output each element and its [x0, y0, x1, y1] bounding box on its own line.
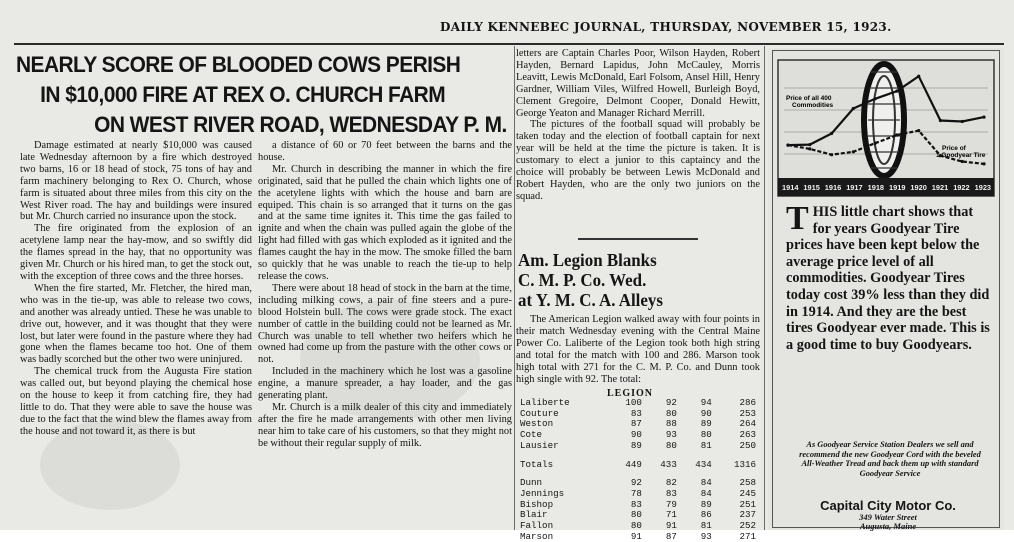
total-cell: 434 — [695, 458, 712, 470]
score-cell: 92 — [630, 477, 642, 489]
score-cell: 90 — [700, 407, 712, 419]
score-cell: 80 — [630, 520, 642, 532]
headline — [16, 50, 507, 146]
score-cell: 89 — [630, 439, 642, 451]
score-cell: 271 — [739, 530, 756, 542]
year-tick-label: 1914 — [782, 183, 799, 192]
tire-price-point — [961, 160, 964, 163]
score-row — [518, 441, 758, 452]
score-cell: 100 — [625, 397, 642, 408]
commodities-point — [917, 75, 920, 78]
totals-row — [518, 460, 758, 471]
year-tick-label: 1921 — [931, 183, 949, 192]
bowler-name: Weston — [520, 418, 554, 430]
score-cell: 263 — [739, 429, 756, 441]
score-cell: 251 — [739, 498, 756, 510]
score-cell: 93 — [665, 429, 677, 441]
headline-line: ON WEST RIVER ROAD, WEDNESDAY P. M. — [94, 112, 507, 137]
ad-body — [786, 200, 990, 353]
score-cell: 83 — [665, 487, 677, 499]
paper-stain — [300, 300, 480, 420]
address-line: 349 Water Street — [859, 512, 917, 522]
bowling-story — [516, 314, 760, 390]
score-cell: 86 — [700, 509, 712, 521]
paragraph: The fire originated from the explosion of an acetylene lamp near the hay-mow, and so swiftly did the flames spread in the hay, that no opportunity was given Mr. Church or his hired man, to get the stock out, with the exception of three cows and the three horses. — [20, 223, 252, 282]
tire-price-point — [786, 144, 789, 147]
commodities-point — [961, 120, 964, 123]
bowler-name: Marson — [520, 530, 554, 542]
price-chart — [776, 58, 996, 198]
paragraph: The pictures of the football squad will probably be taken today and the election of football captain for next year will be held at the time the picture is taken. It is customary to elect a junior to this captaincy and the choice will probably be between Lewis McDonald and Robert Hayden, who are the only two juniors on the squad. — [516, 119, 760, 202]
score-cell: 80 — [665, 439, 677, 451]
score-cell: 81 — [700, 520, 712, 532]
paragraph: Mr. Church in describing the manner in which the fire originated, said that he pulled the chain which lights one of the acetylene lights with which the house and barn are equiped. This chain is so arranged that it turns on the gas and at the same time ignites it. This time the gas failed to ignite and when the chain was pulled again the globe of the light had filled with gas which exploded as it ignited and the flames caught the hay in the mow. The smoke filled the barn so quickly that he was unable to reach the tie-up to help release the cows. — [258, 163, 512, 282]
football-story-continued — [516, 48, 760, 238]
tire-price-point — [874, 142, 877, 145]
bowler-name: Couture — [520, 407, 559, 419]
total-cell: 1316 — [733, 458, 756, 470]
score-cell: 83 — [630, 498, 642, 510]
paragraph: Damage estimated at nearly $10,000 was caused late Wednesday afternoon by a fire which destroyed two barns, 16 or 18 head of stock, 75 tons of hay and farm machinery belonging to Rex O. Church, whose farm is situated about three miles from this city on the West River road. The hay and buildings were insured but Mr. Church carried no insurance upon the stock. — [20, 140, 252, 223]
masthead-rule — [14, 43, 1004, 45]
tire-icon — [864, 64, 904, 176]
score-cell: 258 — [739, 477, 756, 489]
headline-line: IN $10,000 FIRE AT REX O. CHURCH FARM — [40, 82, 446, 107]
score-cell: 253 — [739, 407, 756, 419]
score-cell: 286 — [739, 397, 756, 408]
bowling-subhead — [518, 250, 747, 310]
paragraph: Included in the machinery which he lost was a gasoline engine, a manure spreader, a hay loader, and the gas generating plant. — [258, 366, 512, 402]
paragraph: The chemical truck from the Augusta Fire station was called out, but beyond playing the chemical hose on the house to keep it from catching fire, they had little to do. That they were able to save the house was due to the fact that the wind blew the flames away from the house and not toward it, as there is but — [20, 366, 252, 437]
column-rule — [764, 46, 765, 530]
tire-label: 1 Goodyear Tire — [936, 152, 986, 159]
score-cell: 87 — [665, 530, 677, 542]
paragraph: Mr. Church is a milk dealer of this city and immediately after the fire he made arrangements with other men living near him to take care of his customers, so that they might not be without their regular supply of milk. — [258, 401, 512, 449]
subhead-line: at Y. M. C. A. Alleys — [518, 290, 663, 310]
commodities-point — [830, 132, 833, 135]
paragraph: When the fire started, Mr. Fletcher, the hired man, who was in the tie-up, was able to release two cows, and another was already untied. These he was unable to drive out, however, and it was thought that they were lost, but later were found in the pasture where they had gone when the flames became too hot. One of them was badly scorched but the other two were uninjured. — [20, 282, 252, 366]
paragraph: There were about 18 head of stock in the barn at the time, including milking cows, a pair of fine steers and a pure-blood Holstein bull. The cows were grade stock. The exact number of cattle in the building could not be learned as Mr. Church was unable to tell whether two heifers which he owned had come up from the pasture with the other cows or not. — [258, 282, 512, 366]
score-cell: 84 — [700, 487, 712, 499]
subhead-line: Am. Legion Blanks — [518, 250, 657, 270]
score-cell: 78 — [630, 487, 642, 499]
bowling-score-table — [518, 398, 758, 542]
tire-price-point — [852, 150, 855, 153]
tire-price-point — [982, 162, 985, 165]
score-cell: 89 — [700, 418, 712, 430]
ad-small-print: As Goodyear Service Station Dealers we sell and recommend the new Goodyear Cord with the beveled All-Weather Tread and back them up with standard Goodyear Service — [799, 440, 981, 478]
score-cell: 84 — [700, 477, 712, 489]
commodities-point — [939, 119, 942, 122]
score-cell: 87 — [630, 418, 642, 430]
year-tick-label: 1916 — [824, 183, 842, 192]
year-tick-label: 1923 — [974, 183, 992, 192]
score-cell: 79 — [665, 498, 677, 510]
commodities-label: Price of all 400 — [786, 95, 832, 102]
bowler-name: Laliberte — [520, 397, 570, 408]
score-cell: 80 — [630, 509, 642, 521]
bowler-name: Bishop — [520, 498, 554, 510]
score-cell: 89 — [700, 498, 712, 510]
subhead-line: C. M. P. Co. Wed. — [518, 270, 647, 290]
score-cell: 250 — [739, 439, 756, 451]
commodities-point — [874, 97, 877, 100]
commodities-point — [852, 107, 855, 110]
commodities-point — [895, 90, 898, 93]
commodities-point — [808, 143, 811, 146]
score-cell: 94 — [700, 397, 712, 408]
tire-price-point — [917, 129, 920, 132]
address-line: Augusta, Maine — [859, 521, 917, 531]
bowler-name: Lausier — [520, 439, 559, 451]
tire-label: Price of — [942, 145, 966, 152]
commodities-label: Commodities — [792, 102, 834, 109]
column-rule — [514, 46, 515, 530]
tire-price-point — [830, 153, 833, 156]
total-cell: 433 — [660, 458, 677, 470]
score-cell: 82 — [665, 477, 677, 489]
score-cell: 264 — [739, 418, 756, 430]
bowler-name: Jennings — [520, 487, 565, 499]
drop-cap: T — [786, 200, 809, 237]
dealer-address — [782, 513, 994, 531]
commodities-point — [982, 116, 985, 119]
paper-stain — [40, 420, 180, 510]
tire-price-point — [895, 133, 898, 136]
score-cell: 80 — [665, 407, 677, 419]
paragraph: letters are Captain Charles Poor, Wilson Hayden, Robert Hayden, Bernard Lapidus, John McCauley, Morris Leavitt, Lewis McDonald, Earl Folsom, Ansel Hill, Henry Gardner, William Viles, Wilfred Howell, Burleigh Boyd, Clement Gregoire, Delmont Cooper, Donald Hewitt, George Yeaton and Manager Richard Merrill. — [516, 48, 760, 119]
totals-label: Totals — [520, 458, 554, 470]
dealer-name: Capital City Motor Co. — [820, 498, 956, 513]
tire-price-point — [808, 147, 811, 150]
year-tick-label: 1919 — [889, 183, 906, 192]
masthead: DAILY KENNEBEC JOURNAL, THURSDAY, NOVEMBER 15, 1923. — [440, 20, 892, 34]
headline-line: NEARLY SCORE OF BLOODED COWS PERISH — [16, 52, 461, 77]
paragraph: The American Legion walked away with four points in their match Wednesday evening with the Central Maine Power Co. Laliberte of the Legion took both high string and total for the match with 100 and 286. Marson took high total with 271 for the C. M. P. Co. and Dunn took high single with 92. The total: — [516, 314, 760, 385]
score-row — [518, 532, 758, 542]
score-cell: 92 — [665, 397, 677, 408]
bowler-name: Cote — [520, 429, 543, 441]
score-cell: 81 — [700, 439, 712, 451]
score-cell: 83 — [630, 407, 642, 419]
score-cell: 71 — [665, 509, 677, 521]
score-cell: 252 — [739, 520, 756, 532]
year-tick-label: 1917 — [846, 183, 863, 192]
year-tick-label: 1915 — [803, 183, 820, 192]
score-cell: 237 — [739, 509, 756, 521]
year-tick-label: 1922 — [953, 183, 970, 192]
section-divider — [578, 238, 698, 240]
year-tick-label: 1918 — [867, 183, 885, 192]
score-cell: 80 — [700, 429, 712, 441]
score-cell: 91 — [630, 530, 642, 542]
year-tick-label: 1920 — [910, 183, 927, 192]
score-cell: 91 — [665, 520, 677, 532]
score-cell: 245 — [739, 487, 756, 499]
score-cell: 88 — [665, 418, 677, 430]
bowler-name: Blair — [520, 509, 548, 521]
total-cell: 449 — [625, 458, 642, 470]
bowler-name: Dunn — [520, 477, 543, 489]
paragraph: a distance of 60 or 70 feet between the barns and the house. — [258, 140, 512, 163]
score-cell: 90 — [630, 429, 642, 441]
score-cell: 93 — [700, 530, 712, 542]
ad-body-text: HIS little chart shows that for years Goodyear Tire prices have been kept below the average price level of all commodities. Goodyear Tires today cost 39% less than they did in 1914. And they are the best tires Goodyear ever made. This is a good time to buy Goodyears. — [786, 204, 990, 353]
score-table-title: LEGION — [606, 388, 653, 399]
bowler-name: Fallon — [520, 520, 554, 532]
